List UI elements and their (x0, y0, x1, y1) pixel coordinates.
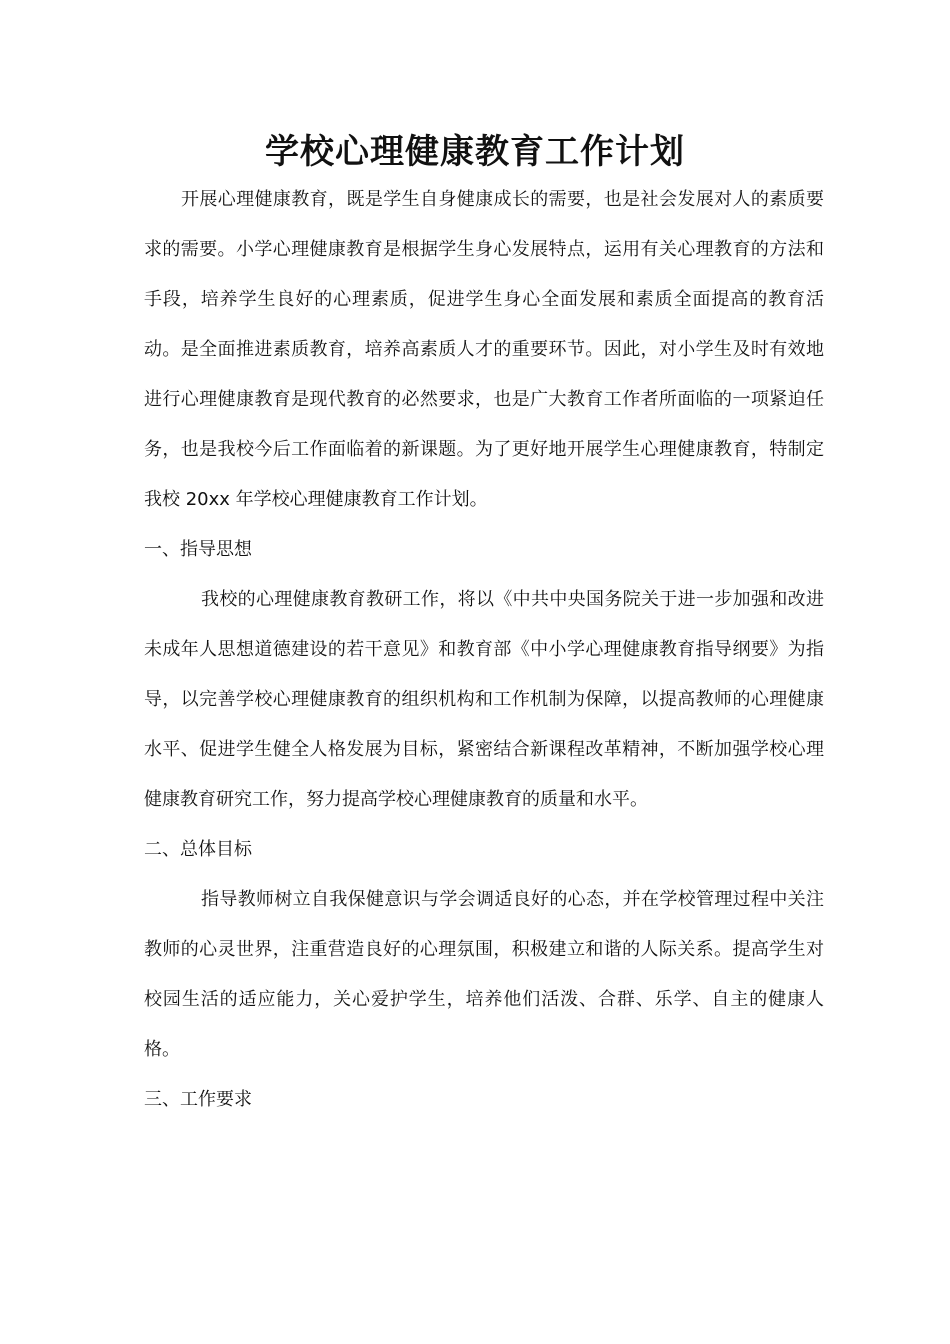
document-title: 学校心理健康教育工作计划 (265, 132, 685, 172)
section-paragraph-guiding-ideology: 我校的心理健康教育教研工作，将以《中共中央国务院关于进一步加强和改进未成年人思想道德建设的若干意见》和教育部《中小学心理健康教育指导纲要》为指导，以完善学校心理健康教育的组织机构和工作机制为保障，以提高教师的心理健康水平、促进学生健全人格发展为目标，紧密结合新课程改革精神，不断加强学校心理健康教育研究工作，努力提高学校心理健康教育的质量和水平。 (144, 589, 824, 810)
section-heading-guiding-ideology: 一、指导思想 (144, 539, 252, 560)
document-body (144, 175, 824, 1125)
section-heading-overall-goals: 二、总体目标 (144, 839, 252, 860)
section-heading-work-requirements: 三、工作要求 (144, 1089, 252, 1110)
intro-paragraph: 开展心理健康教育，既是学生自身健康成长的需要，也是社会发展对人的素质要求的需要。小学心理健康教育是根据学生身心发展特点，运用有关心理教育的方法和手段，培养学生良好的心理素质，促进学生身心全面发展和素质全面提高的教育活动。是全面推进素质教育，培养高素质人才的重要环节。因此，对小学生及时有效地进行心理健康教育是现代教育的必然要求，也是广大教育工作者所面临的一项紧迫任务，也是我校今后工作面临着的新课题。为了更好地开展学生心理健康教育，特制定我校 20xx 年学校心理健康教育工作计划。 (144, 189, 824, 510)
section-paragraph-overall-goals: 指导教师树立自我保健意识与学会调适良好的心态，并在学校管理过程中关注教师的心灵世界，注重营造良好的心理氛围，积极建立和谐的人际关系。提高学生对校园生活的适应能力，关心爱护学生，培养他们活泼、合群、乐学、自主的健康人格。 (144, 889, 824, 1060)
